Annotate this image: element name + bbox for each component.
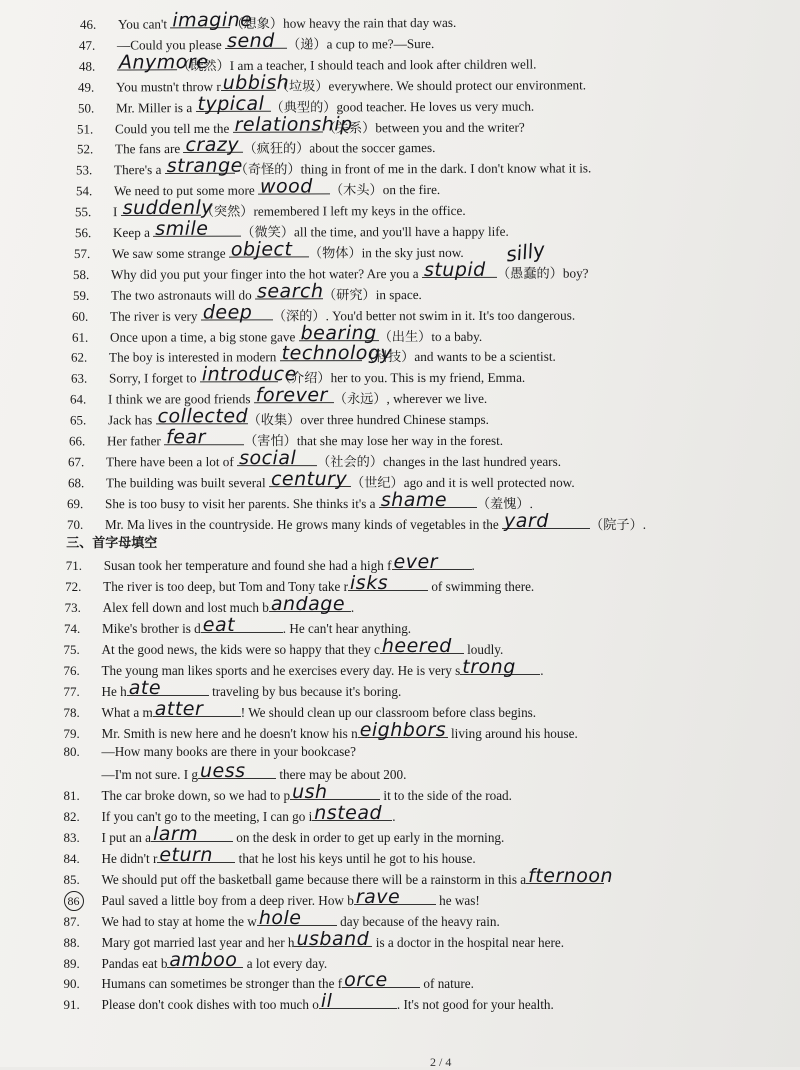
handwritten-answer: heered bbox=[381, 635, 452, 657]
question-text: We saw some strange bbox=[111, 245, 229, 261]
handwritten-answer: atter bbox=[154, 697, 204, 720]
question-text: （院子）. bbox=[589, 516, 646, 532]
question-number: 80. bbox=[63, 743, 80, 759]
question-text: （奇怪的）thing in front of me in the dark. I don't know what it is. bbox=[234, 160, 592, 178]
answer-blank[interactable] bbox=[380, 635, 464, 657]
answer-blank[interactable] bbox=[348, 572, 428, 595]
handwritten-answer: send bbox=[227, 29, 276, 52]
exercise-line bbox=[63, 655, 791, 681]
question-number: 81. bbox=[63, 788, 80, 804]
question-number: 79. bbox=[63, 725, 80, 741]
answer-blank[interactable] bbox=[225, 29, 287, 52]
handwritten-answer: object bbox=[230, 238, 293, 261]
question-text: If you can't go to the meeting, I can go i bbox=[101, 809, 313, 825]
handwritten-answer: smile bbox=[154, 217, 208, 240]
handwritten-answer: nstead bbox=[314, 802, 383, 825]
question-number: 90. bbox=[63, 976, 80, 992]
question-text: . bbox=[392, 809, 396, 825]
question-number: 55. bbox=[75, 204, 92, 220]
handwritten-answer: wood bbox=[259, 175, 313, 198]
exercise-line bbox=[64, 762, 791, 785]
answer-blank[interactable] bbox=[269, 593, 351, 616]
question-number: 75. bbox=[63, 642, 80, 657]
question-text: The two astronauts will do bbox=[110, 287, 255, 303]
question-text: Keep a bbox=[112, 224, 153, 241]
handwritten-answer: typical bbox=[197, 92, 265, 115]
question-text: Mary got married last year and her h bbox=[101, 934, 295, 950]
handwritten-answer: trong bbox=[462, 655, 516, 678]
question-text: Paul saved a little boy from a deep river. How b bbox=[101, 892, 354, 908]
handwritten-answer: shame bbox=[381, 488, 448, 511]
question-text: . bbox=[471, 558, 475, 574]
question-text: We need to put some more bbox=[113, 182, 258, 199]
circled-number: 86 bbox=[64, 891, 84, 911]
question-text: it to the side of the road. bbox=[380, 788, 512, 804]
question-text: Alex fell down and lost much b bbox=[102, 600, 269, 616]
question-number: 58. bbox=[73, 266, 90, 282]
question-text: Mike's brother is d bbox=[102, 621, 201, 637]
answer-blank[interactable] bbox=[358, 718, 448, 741]
question-number: 47. bbox=[79, 37, 96, 53]
answer-blank[interactable] bbox=[151, 823, 233, 846]
question-number: 61. bbox=[71, 329, 89, 345]
question-text: （关系）between you and the writer? bbox=[322, 119, 526, 135]
question-number: 53. bbox=[76, 162, 93, 178]
handwritten-answer: deep bbox=[203, 301, 253, 324]
question-text: He h bbox=[101, 683, 127, 699]
question-number: 52. bbox=[76, 141, 93, 157]
question-text: Please don't cook dishes with too much o bbox=[101, 997, 319, 1013]
handwritten-note: silly bbox=[504, 237, 547, 267]
question-number: 59. bbox=[72, 287, 90, 303]
question-text: We had to stay at home the w bbox=[101, 913, 257, 929]
exercise-line bbox=[64, 846, 791, 869]
question-text: there may be about 200. bbox=[276, 767, 407, 783]
question-number: 70. bbox=[66, 516, 84, 532]
answer-blank[interactable] bbox=[257, 906, 337, 929]
question-text: （典型的）good teacher. He loves us very much. bbox=[270, 98, 535, 115]
question-text: of nature. bbox=[420, 976, 474, 992]
question-number: 66. bbox=[68, 433, 86, 449]
answer-blank[interactable] bbox=[298, 321, 378, 344]
question-number: 89. bbox=[63, 955, 80, 971]
question-text: Once upon a time, a big stone gave bbox=[109, 328, 299, 345]
section-heading bbox=[66, 533, 790, 554]
exercise-line bbox=[63, 906, 791, 932]
answer-blank[interactable] bbox=[229, 238, 309, 261]
exercise-line bbox=[64, 742, 791, 762]
question-text: There's a bbox=[114, 162, 165, 178]
question-text: （物体）in the sky just now. bbox=[308, 244, 464, 261]
question-text: （递）a cup to me?—Sure. bbox=[287, 35, 435, 52]
answer-blank[interactable] bbox=[199, 363, 297, 386]
question-text: Her father bbox=[106, 433, 165, 449]
question-text: Mr. Smith is new here and he doesn't know his n bbox=[101, 725, 358, 741]
question-text: —I'm not sure. I g bbox=[101, 767, 199, 783]
question-number: 50. bbox=[77, 100, 95, 116]
exercise-line bbox=[63, 864, 791, 890]
question-number: 68. bbox=[67, 475, 85, 491]
answer-blank[interactable] bbox=[379, 488, 477, 511]
question-text: （微笑）all the time, and you'll have a happy life. bbox=[240, 223, 509, 240]
answer-blank[interactable] bbox=[157, 844, 235, 866]
question-text: living around his house. bbox=[447, 725, 578, 741]
question-number: 88. bbox=[63, 934, 80, 950]
question-number: 84. bbox=[63, 851, 80, 866]
answer-blank[interactable] bbox=[238, 447, 318, 470]
question-number: 56. bbox=[74, 225, 91, 241]
question-text: Humans can sometimes be stronger than the f bbox=[101, 976, 343, 992]
question-text: I think we are good friends bbox=[108, 391, 254, 407]
handwritten-answer: eighbors bbox=[359, 718, 447, 741]
exercise-line bbox=[63, 718, 791, 744]
answer-blank[interactable] bbox=[167, 948, 243, 971]
exercise-line bbox=[64, 783, 791, 806]
handwritten-answer: suddenly bbox=[122, 196, 214, 220]
question-text: that he lost his keys until he got to his house. bbox=[235, 851, 476, 866]
question-text: （木头）on the fire. bbox=[329, 182, 440, 198]
answer-blank[interactable] bbox=[460, 655, 540, 678]
answer-blank[interactable] bbox=[183, 134, 243, 157]
question-text: ! We should clean up our classroom before class begins. bbox=[240, 704, 537, 720]
question-text: The river is very bbox=[110, 308, 202, 324]
handwritten-answer: century bbox=[270, 467, 348, 490]
handwritten-answer: il bbox=[320, 990, 333, 1013]
question-text: of swimming there. bbox=[428, 579, 535, 595]
handwritten-answer: forever bbox=[255, 384, 328, 407]
question-text: . bbox=[540, 662, 544, 678]
answer-blank[interactable] bbox=[170, 8, 253, 32]
question-number: 71. bbox=[65, 558, 82, 574]
question-text: a lot every day. bbox=[243, 955, 328, 971]
exercise-line bbox=[64, 992, 791, 1015]
question-text: At the good news, the kids were so happy that they c bbox=[101, 642, 380, 657]
question-text: （垃圾）everywhere. We should protect our environment. bbox=[276, 76, 587, 94]
question-text: on the desk in order to get up early in the morning. bbox=[232, 830, 505, 846]
question-text: The fans are bbox=[114, 141, 184, 157]
answer-blank[interactable] bbox=[342, 969, 420, 992]
question-text: （介绍）her to you. This is my friend, Emma. bbox=[277, 370, 525, 386]
question-text: The river is too deep, but Tom and Tony take r bbox=[103, 579, 349, 595]
question-text: The young man likes sports and he exercises every day. He is very s bbox=[101, 662, 461, 678]
handwritten-answer: stupid bbox=[424, 258, 487, 281]
exercise-line bbox=[66, 553, 790, 576]
handwritten-answer: relationship bbox=[234, 112, 353, 136]
question-number: 83. bbox=[63, 830, 80, 846]
question-text: The car broke down, so we had to p bbox=[101, 788, 291, 804]
handwritten-answer: amboo bbox=[169, 948, 238, 971]
answer-blank[interactable] bbox=[502, 509, 590, 532]
question-text: （永远）, wherever we live. bbox=[333, 391, 488, 407]
handwritten-answer: usband bbox=[296, 927, 370, 950]
question-text: （既然）I am a teacher, I should teach and look after children well. bbox=[176, 56, 537, 74]
question-number: 78. bbox=[63, 704, 80, 720]
exercise-line bbox=[64, 637, 791, 660]
answer-blank[interactable] bbox=[422, 258, 497, 281]
answer-blank[interactable] bbox=[153, 697, 241, 720]
answer-blank[interactable] bbox=[127, 676, 209, 699]
question-number: 54. bbox=[75, 183, 92, 199]
handwritten-answer: crazy bbox=[185, 134, 239, 157]
question-number: 77. bbox=[63, 683, 80, 699]
handwritten-answer: larm bbox=[152, 823, 199, 846]
handwritten-answer: search bbox=[256, 279, 324, 303]
question-text: There have been a lot of bbox=[106, 454, 238, 470]
answer-blank[interactable] bbox=[392, 551, 472, 574]
question-number: 82. bbox=[63, 809, 80, 825]
answer-blank[interactable] bbox=[201, 614, 283, 637]
exercise-line bbox=[67, 488, 790, 514]
question-number: 91. bbox=[63, 997, 80, 1013]
question-text: Why did you put your finger into the hot water? Are you a bbox=[111, 265, 423, 282]
question-text: （疯狂的）about the soccer games. bbox=[243, 140, 436, 157]
exercise-line bbox=[68, 449, 790, 473]
question-text: Sorry, I forget to bbox=[108, 370, 200, 386]
question-text: Mr. Miller is a bbox=[115, 99, 196, 115]
question-number: 87. bbox=[63, 913, 80, 929]
handwritten-answer: eat bbox=[202, 614, 236, 637]
answer-blank[interactable] bbox=[198, 760, 276, 783]
answer-blank[interactable] bbox=[294, 927, 372, 950]
question-text: （出生）to a baby. bbox=[378, 328, 482, 344]
question-text: Susan took her temperature and found she had a high f bbox=[103, 558, 392, 574]
handwritten-answer: andage bbox=[270, 593, 346, 616]
question-text: （研究）in space. bbox=[322, 286, 422, 302]
question-text: . He can't hear anything. bbox=[282, 621, 412, 637]
answer-blank[interactable] bbox=[312, 802, 392, 825]
handwritten-answer: ubbish bbox=[223, 71, 290, 94]
handwritten-answer: hole bbox=[258, 906, 302, 929]
handwritten-answer: rave bbox=[355, 885, 401, 908]
handwritten-answer: ush bbox=[292, 781, 328, 804]
answer-blank[interactable] bbox=[319, 990, 397, 1013]
question-number: 62. bbox=[71, 350, 88, 366]
question-number: 64. bbox=[70, 391, 87, 407]
exercise-line bbox=[65, 574, 790, 597]
exercise-line bbox=[64, 885, 791, 911]
handwritten-answer: technology bbox=[281, 342, 393, 365]
handwritten-answer: social bbox=[239, 447, 297, 470]
question-text: The building was built several bbox=[105, 474, 269, 490]
question-text: （想象）how heavy the rain that day was. bbox=[230, 14, 457, 32]
question-text: You can't bbox=[117, 16, 171, 32]
question-text: She is too busy to visit her parents. She thinks it's a bbox=[105, 495, 380, 511]
question-text: He didn't r bbox=[101, 851, 158, 866]
answer-blank[interactable] bbox=[269, 467, 351, 490]
question-text: Pandas eat b bbox=[101, 955, 168, 971]
question-text: —How many books are there in your bookcase? bbox=[101, 743, 357, 759]
question-text: （突然）remembered I left my keys in the office. bbox=[200, 202, 466, 219]
handwritten-answer: isks bbox=[350, 572, 389, 595]
handwritten-answer: Anymore bbox=[118, 50, 209, 74]
question-text: —Could you please bbox=[117, 36, 226, 53]
answer-blank[interactable] bbox=[254, 384, 334, 407]
handwritten-answer: ever bbox=[393, 551, 438, 574]
question-text: traveling by bus because it's boring. bbox=[208, 683, 402, 699]
question-text: I bbox=[113, 204, 121, 220]
question-number: 57. bbox=[73, 245, 91, 261]
exercise-line bbox=[63, 948, 791, 974]
question-text: . It's not good for your health. bbox=[396, 997, 554, 1013]
answer-blank[interactable] bbox=[164, 426, 244, 449]
answer-blank[interactable] bbox=[165, 155, 243, 178]
answer-blank[interactable] bbox=[153, 217, 241, 240]
question-number: 63. bbox=[70, 370, 87, 386]
question-number: 69. bbox=[67, 495, 84, 511]
question-text: Could you tell me the bbox=[115, 120, 233, 136]
handwritten-answer: collected bbox=[157, 405, 248, 428]
exercise-line bbox=[64, 971, 791, 994]
handwritten-answer: bearing bbox=[300, 321, 377, 344]
handwritten-answer: uess bbox=[200, 760, 246, 783]
question-text: I put an a bbox=[101, 830, 151, 846]
handwritten-answer: eturn bbox=[159, 844, 213, 866]
handwritten-answer: imagine bbox=[172, 8, 253, 32]
page-number: 2 / 4 bbox=[430, 1055, 452, 1069]
answer-blank[interactable] bbox=[290, 781, 380, 804]
question-text: （愚蠢的）boy? bbox=[497, 265, 589, 281]
answer-blank[interactable] bbox=[255, 279, 324, 303]
handwritten-answer: ate bbox=[128, 676, 162, 699]
question-text: （世纪）ago and it is well protected now. bbox=[350, 474, 575, 490]
question-number: 51. bbox=[77, 120, 94, 136]
answer-blank[interactable] bbox=[233, 112, 353, 136]
question-text: is a doctor in the hospital near here. bbox=[372, 934, 565, 950]
question-text: （社会的）changes in the last hundred years. bbox=[317, 453, 562, 469]
answer-blank[interactable] bbox=[155, 405, 248, 428]
question-number: 76. bbox=[63, 662, 80, 678]
question-text: . bbox=[350, 600, 355, 616]
handwritten-answer: introduce bbox=[201, 363, 297, 386]
answer-blank[interactable] bbox=[354, 885, 436, 908]
question-text: Jack has bbox=[107, 412, 156, 428]
answer-blank[interactable] bbox=[280, 342, 393, 365]
question-number: 73. bbox=[64, 600, 81, 616]
handwritten-answer: fternoon bbox=[528, 864, 614, 887]
answer-blank[interactable] bbox=[526, 864, 614, 887]
answer-blank[interactable] bbox=[201, 301, 273, 324]
question-text: （羞愧）. bbox=[477, 495, 534, 511]
question-text: What a m bbox=[101, 704, 153, 720]
handwritten-answer: fear bbox=[166, 426, 206, 449]
question-number: 60. bbox=[72, 308, 89, 324]
question-number: 46. bbox=[79, 16, 97, 32]
handwritten-answer: yard bbox=[503, 509, 549, 532]
handwritten-answer: strange bbox=[166, 155, 243, 178]
question-text: The boy is interested in modern bbox=[109, 349, 280, 365]
question-number: 72. bbox=[65, 579, 82, 595]
question-number: 85. bbox=[63, 871, 80, 887]
answer-blank[interactable] bbox=[117, 50, 209, 74]
question-text: （收集）over three hundred Chinese stamps. bbox=[247, 412, 489, 428]
question-text: day because of the heavy rain. bbox=[336, 913, 500, 929]
answer-blank[interactable] bbox=[221, 71, 290, 94]
question-number: 49. bbox=[78, 79, 95, 95]
question-text: loudly. bbox=[463, 642, 504, 657]
answer-blank[interactable] bbox=[195, 92, 270, 115]
question-text: （科技）and wants to be a scientist. bbox=[361, 349, 557, 365]
question-text: Mr. Ma lives in the countryside. He grows many kinds of vegetables in the bbox=[104, 516, 502, 532]
handwritten-answer: orce bbox=[344, 969, 388, 992]
question-text: You mustn't throw r bbox=[116, 78, 222, 95]
question-number: 48. bbox=[78, 58, 96, 74]
question-text: （深的）. You'd better not swim in it. It's too dangerous. bbox=[273, 307, 576, 323]
question-number: 67. bbox=[68, 454, 85, 470]
question-text: We should put off the basketball game because there will be a rainstorm in this a bbox=[101, 871, 527, 887]
question-number: 74. bbox=[64, 621, 81, 637]
question-text: （害怕）that she may lose her way in the forest. bbox=[244, 432, 504, 449]
question-text: he was! bbox=[435, 892, 480, 908]
answer-blank[interactable] bbox=[258, 175, 330, 198]
answer-blank[interactable] bbox=[121, 196, 214, 220]
exercise-line bbox=[65, 595, 790, 618]
section-title: 三、首字母填空 bbox=[66, 535, 158, 551]
question-number: 65. bbox=[69, 412, 86, 428]
exercise-line bbox=[66, 509, 790, 535]
